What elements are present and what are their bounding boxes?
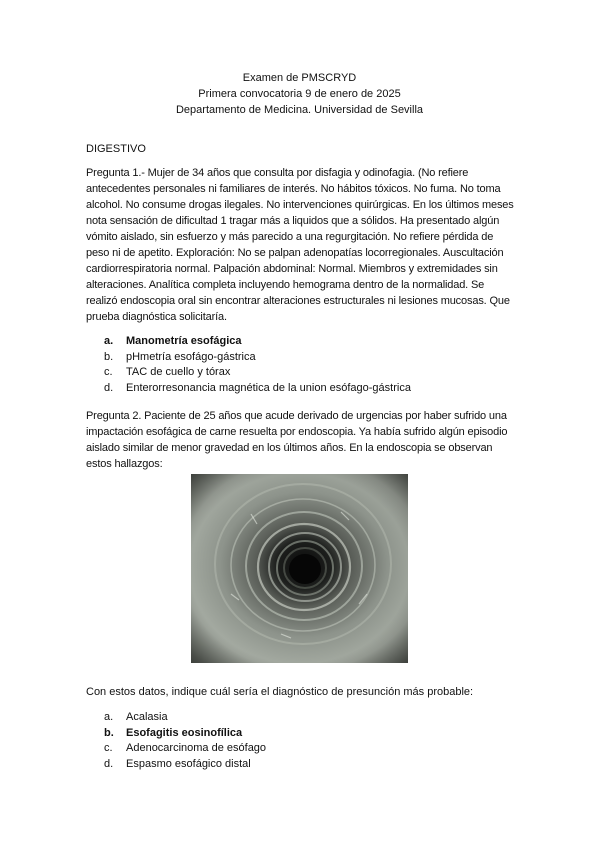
option-text: Espasmo esofágico distal xyxy=(126,757,251,770)
section-title: DIGESTIVO xyxy=(86,143,146,155)
option-letter: a. xyxy=(104,335,114,347)
question-1-option-d xyxy=(104,381,411,397)
option-text: Esofagitis eosinofílica xyxy=(126,726,243,739)
question-2-option-d xyxy=(104,757,266,773)
option-text: Adenocarcinoma de esófago xyxy=(126,742,267,754)
option-letter: b. xyxy=(104,350,114,363)
option-letter: c. xyxy=(104,366,113,378)
option-letter: d. xyxy=(104,381,114,394)
option-text: Acalasia xyxy=(126,711,168,723)
question-1-options xyxy=(104,334,411,396)
exam-session: Primera convocatoria 9 de enero de 2025 xyxy=(198,88,401,100)
question-2-option-a xyxy=(104,710,266,726)
option-text: TAC de cuello y tórax xyxy=(126,366,231,378)
exam-department: Departamento de Medicina. Universidad de Sevilla xyxy=(175,104,424,116)
question-2-text: Pregunta 2. Paciente de 25 años que acude derivado de urgencias por haber sufrido una impactación esofágica de carne resuelta por endoscopia. Ya había sufrido algún episodio aislado similar de menor gravedad en los últimos años. En la endoscopia se observan estos hallazgos: xyxy=(86,410,508,470)
question-2-closing: Con estos datos, indique cuál sería el diagnóstico de presunción más probable: xyxy=(86,686,474,698)
option-letter: c. xyxy=(104,742,113,754)
exam-header xyxy=(0,70,599,118)
question-2-options xyxy=(104,710,266,772)
question-1-option-b xyxy=(104,350,411,366)
option-letter: b. xyxy=(104,726,114,739)
endoscopy-image xyxy=(191,474,408,663)
question-1-option-a xyxy=(104,334,411,350)
option-letter: a. xyxy=(104,711,114,723)
question-2-option-b xyxy=(104,726,266,742)
question-1-option-c xyxy=(104,365,411,381)
option-text: Enterorresonancia magnética de la union esófago-gástrica xyxy=(126,381,411,394)
option-letter: d. xyxy=(104,757,114,770)
exam-title: Examen de PMSCRYD xyxy=(242,72,357,84)
question-1-text: Pregunta 1.- Mujer de 34 años que consulta por disfagia y odinofagia. (No refiere antecedentes personales ni familiares de interés. No hábitos tóxicos. No fuma. No toma alcohol. No consume drogas ilegales. No intervenciones quirúrgicas. En los últimos meses nota sensación de dificultad 1 tragar más a liquidos que a sólidos. Ha presentado algún vómito aislado, sin esfuerzo y más parecido a una regurgitación. No refiere pérdida de peso ni de apetito. Exploración: No se palpan adenopatías locorregionales. Auscultación cardiorrespiratoria normal. Palpación abdominal: Normal. Miembros y extremidades sin alteraciones. Analítica completa incluyendo hemograma dentro de la normalidad. Se realizó endoscopia oral sin encontrar alteraciones estructurales ni lesiones mucosas. Que prueba diagnóstica solicitaría. xyxy=(86,167,514,323)
option-text: pHmetría esofágo-gástrica xyxy=(126,350,256,363)
question-2-option-c xyxy=(104,741,266,757)
option-text: Manometría esofágica xyxy=(126,335,242,347)
